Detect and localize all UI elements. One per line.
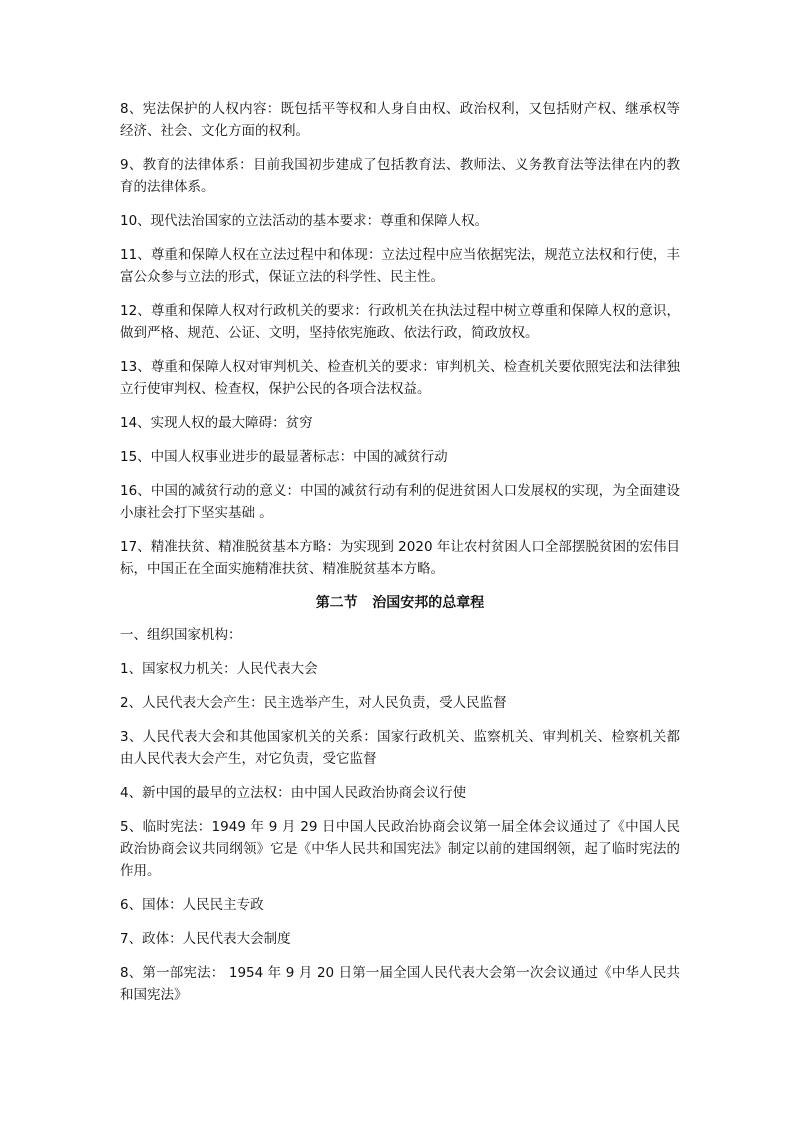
paragraph-section-item-2: 2、人民代表大会产生：民主选举产生，对人民负责，受人民监督 <box>120 695 507 711</box>
paragraph-section-intro: 一、组织国家机构： <box>120 627 242 643</box>
paragraph-item-14: 14、实现人权的最大障碍：贫穷 <box>120 415 313 431</box>
paragraph-section-item-4: 4、新中国的最早的立法权：由中国人民政治协商会议行使 <box>120 785 467 801</box>
paragraph-item-10: 10、现代法治国家的立法活动的基本要求：尊重和保障人权。 <box>120 213 489 229</box>
paragraph-section-item-3: 3、人民代表大会和其他国家机关的关系：国家行政机关、监察机关、审判机关、检察机关都由人民代表大会产生，对它负责，受它监督 <box>120 729 680 767</box>
paragraph-item-8: 8、宪法保护的人权内容：既包括平等权和人身自由权、政治权利，又包括财产权、继承权等经济、社会、文化方面的权利。 <box>120 101 680 139</box>
paragraph-item-17: 17、精准扶贫、精准脱贫基本方略：为实现到 2020 年让农村贫困人口全部摆脱贫困的宏伟目标，中国正在全面实施精准扶贫、精准脱贫基本方略。 <box>120 539 680 577</box>
section-heading: 第二节 治国安邦的总章程 <box>315 595 485 611</box>
paragraph-section-item-5: 5、临时宪法：1949 年 9 月 29 日中国人民政治协商会议第一届全体会议通过了《中国人民政治协商会议共同纲领》它是《中华人民共和国宪法》制定以前的建国纲领，起了临时宪法的作用。 <box>120 819 680 879</box>
paragraph-item-9: 9、教育的法律体系：目前我国初步建成了包括教育法、教师法、义务教育法等法律在内的教育的法律体系。 <box>120 157 680 195</box>
paragraph-item-12: 12、尊重和保障人权对行政机关的要求：行政机关在执法过程中树立尊重和保障人权的意识，做到严格、规范、公证、文明，坚持依宪施政、依法行政，简政放权。 <box>120 303 680 341</box>
paragraph-item-13: 13、尊重和保障人权对审判机关、检查机关的要求：审判机关、检查机关要依照宪法和法律独立行使审判权、检查权，保护公民的各项合法权益。 <box>120 359 680 397</box>
paragraph-item-15: 15、中国人权事业进步的最显著标志：中国的减贫行动 <box>120 449 448 465</box>
paragraph-item-11: 11、尊重和保障人权在立法过程中和体现：立法过程中应当依据宪法，规范立法权和行使，丰富公众参与立法的形式，保证立法的科学性、民主性。 <box>120 247 680 285</box>
paragraph-section-item-7: 7、政体：人民代表大会制度 <box>120 931 291 947</box>
paragraph-item-16: 16、中国的减贫行动的意义：中国的减贫行动有利的促进贫困人口发展权的实现，为全面建设小康社会打下坚实基础 。 <box>120 483 680 521</box>
paragraph-section-item-1: 1、国家权力机关：人民代表大会 <box>120 661 318 677</box>
paragraph-section-item-8: 8、第一部宪法： 1954 年 9 月 20 日第一届全国人民代表大会第一次会议通过《中华人民共和国宪法》 <box>120 965 680 1003</box>
document-page <box>120 98 680 1018</box>
paragraph-section-item-6: 6、国体：人民民主专政 <box>120 897 264 913</box>
